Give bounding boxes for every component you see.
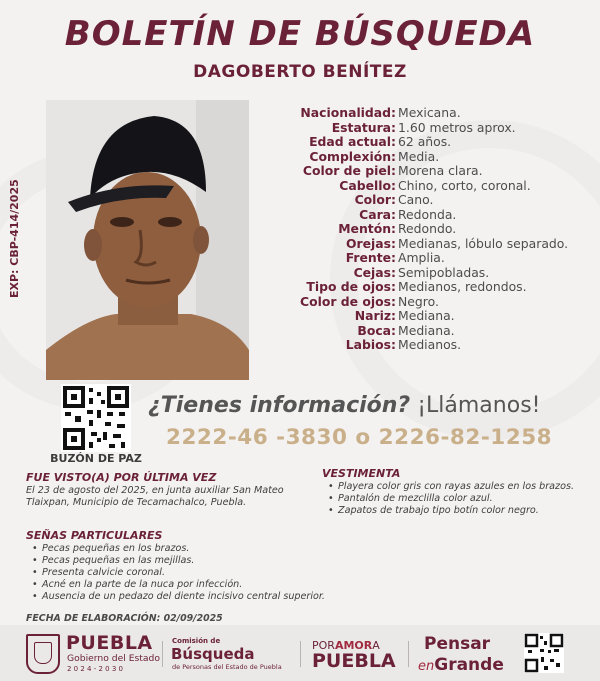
detail-value: Negro. — [398, 293, 439, 309]
detail-row — [262, 309, 597, 324]
physical-details — [262, 106, 597, 353]
detail-row — [262, 266, 597, 281]
person-portrait-icon — [46, 100, 249, 380]
detail-value: Mexicana. — [398, 105, 461, 120]
detail-row — [262, 193, 597, 208]
list-item: • Presenta calvicie coronal. — [32, 567, 432, 579]
bulletin-title: BOLETÍN DE BÚSQUEDA — [64, 14, 536, 54]
list-item: • Ausencia de un pedazo del diente incisivo central superior. — [32, 591, 432, 603]
detail-label: Cabello: — [339, 177, 396, 193]
detail-row — [262, 324, 597, 339]
buzon-de-paz-label: BUZÓN DE PAZ — [50, 452, 142, 465]
gobierno-text: Gobierno del Estado — [67, 653, 160, 664]
creation-date: FECHA DE ELABORACIÓN: 02/09/2025 — [26, 613, 223, 624]
qr-code-icon[interactable] — [61, 384, 131, 452]
detail-label: Complexión: — [309, 148, 396, 164]
detail-label: Color de piel: — [302, 163, 396, 178]
detail-value: Redondo. — [398, 221, 457, 236]
detail-value: Mediana. — [398, 322, 455, 338]
puebla-shield-icon — [26, 634, 60, 674]
expediente-number: EXP: CBP-414/2025 — [8, 179, 21, 298]
detail-value: Mediana. — [398, 308, 455, 323]
list-item: • Zapatos de trabajo tipo botín color negro. — [328, 505, 578, 517]
detail-label: Frente: — [345, 250, 396, 265]
info-question — [148, 393, 540, 418]
footer-qr-code-icon[interactable] — [524, 633, 564, 673]
list-item: • Pecas pequeñas en los brazos. — [32, 543, 432, 555]
detail-row — [262, 251, 597, 266]
detail-value: Chino, corto, coronal. — [398, 177, 531, 193]
detail-row — [262, 135, 597, 150]
detail-row — [262, 237, 597, 252]
list-item: • Playera color gris con rayas azules en los brazos. — [328, 481, 578, 493]
detail-value: Morena clara. — [398, 163, 483, 178]
detail-label: Color: — [354, 192, 396, 207]
detail-label: Orejas: — [346, 235, 396, 251]
detail-row — [262, 222, 597, 237]
list-item: • Pecas pequeñas en las mejillas. — [32, 555, 432, 567]
detail-row — [262, 208, 597, 223]
detail-row — [262, 121, 597, 136]
person-name: DAGOBERTO BENÍTEZ — [193, 62, 407, 82]
info-question-text: ¿Tienes información? — [148, 393, 411, 418]
detail-label: Cejas: — [353, 264, 396, 280]
detail-label: Estatura: — [331, 119, 396, 135]
person-photo — [46, 100, 249, 380]
comision-sub: de Personas del Estado de Puebla — [172, 663, 282, 671]
marks-heading: SEÑAS PARTICULARES — [26, 529, 163, 542]
comision-big: Búsqueda — [171, 645, 255, 663]
pensar-text: Pensar — [424, 634, 491, 654]
detail-value: Medianas, lóbulo separado. — [398, 235, 569, 251]
detail-row — [262, 280, 597, 295]
detail-label: Labios: — [345, 337, 396, 352]
gobierno-years: 2 0 2 4 - 2 0 3 0 — [67, 665, 123, 673]
list-item: • Acné en la parte de la nuca por infección. — [32, 579, 432, 591]
detail-value: Cano. — [398, 192, 434, 207]
clothing-heading: VESTIMENTA — [322, 467, 401, 480]
call-us-text: ¡Llámanos! — [417, 393, 541, 418]
puebla-slogan: PUEBLA — [312, 650, 396, 672]
amor-text: AMOR — [334, 639, 373, 652]
list-item: • Pantalón de mezclilla color azul. — [328, 493, 578, 505]
detail-row — [262, 295, 597, 310]
puebla-logo-text: PUEBLA — [66, 632, 153, 654]
por-text: POR — [312, 639, 335, 652]
grande-text: Grande — [434, 655, 504, 675]
detail-value: Semipobladas. — [398, 264, 490, 280]
detail-row — [262, 164, 597, 179]
comision-small: Comisión de — [172, 637, 221, 645]
a-text: A — [372, 639, 380, 652]
detail-value: Redonda. — [398, 206, 457, 222]
footer-divider — [300, 641, 301, 667]
detail-label: Mentón: — [338, 221, 396, 236]
detail-label: Edad actual: — [309, 134, 396, 149]
detail-row — [262, 150, 597, 165]
en-text: en — [418, 659, 435, 674]
detail-label: Cara: — [359, 206, 396, 222]
detail-label: Color de ojos: — [300, 293, 396, 309]
detail-value: 1.60 metros aprox. — [398, 119, 516, 135]
clothing-list — [328, 481, 578, 517]
detail-label: Tipo de ojos: — [306, 279, 396, 294]
en-grande-text — [418, 655, 504, 675]
detail-value: Media. — [398, 148, 440, 164]
detail-label: Nacionalidad: — [300, 105, 396, 120]
detail-value: Amplia. — [398, 250, 445, 265]
detail-label: Boca: — [357, 322, 396, 338]
detail-value: Medianos. — [398, 337, 462, 352]
footer-divider — [408, 641, 409, 667]
footer-divider — [162, 641, 163, 667]
last-seen-heading: FUE VISTO(A) POR ÚLTIMA VEZ — [26, 471, 217, 484]
detail-value: Medianos, redondos. — [398, 279, 527, 294]
phone-numbers[interactable]: 2222-46 -3830 o 2226-82-1258 — [166, 425, 553, 450]
detail-row — [262, 338, 597, 353]
footer — [0, 625, 600, 681]
last-seen-text: El 23 de agosto del 2025, en junta auxiliar San Mateo Tlaixpan, Municipio de Tecamachalco, Puebla. — [26, 485, 284, 508]
detail-label: Nariz: — [354, 308, 396, 323]
detail-row — [262, 179, 597, 194]
marks-list — [32, 543, 432, 603]
detail-row — [262, 106, 597, 121]
detail-value: 62 años. — [398, 134, 452, 149]
